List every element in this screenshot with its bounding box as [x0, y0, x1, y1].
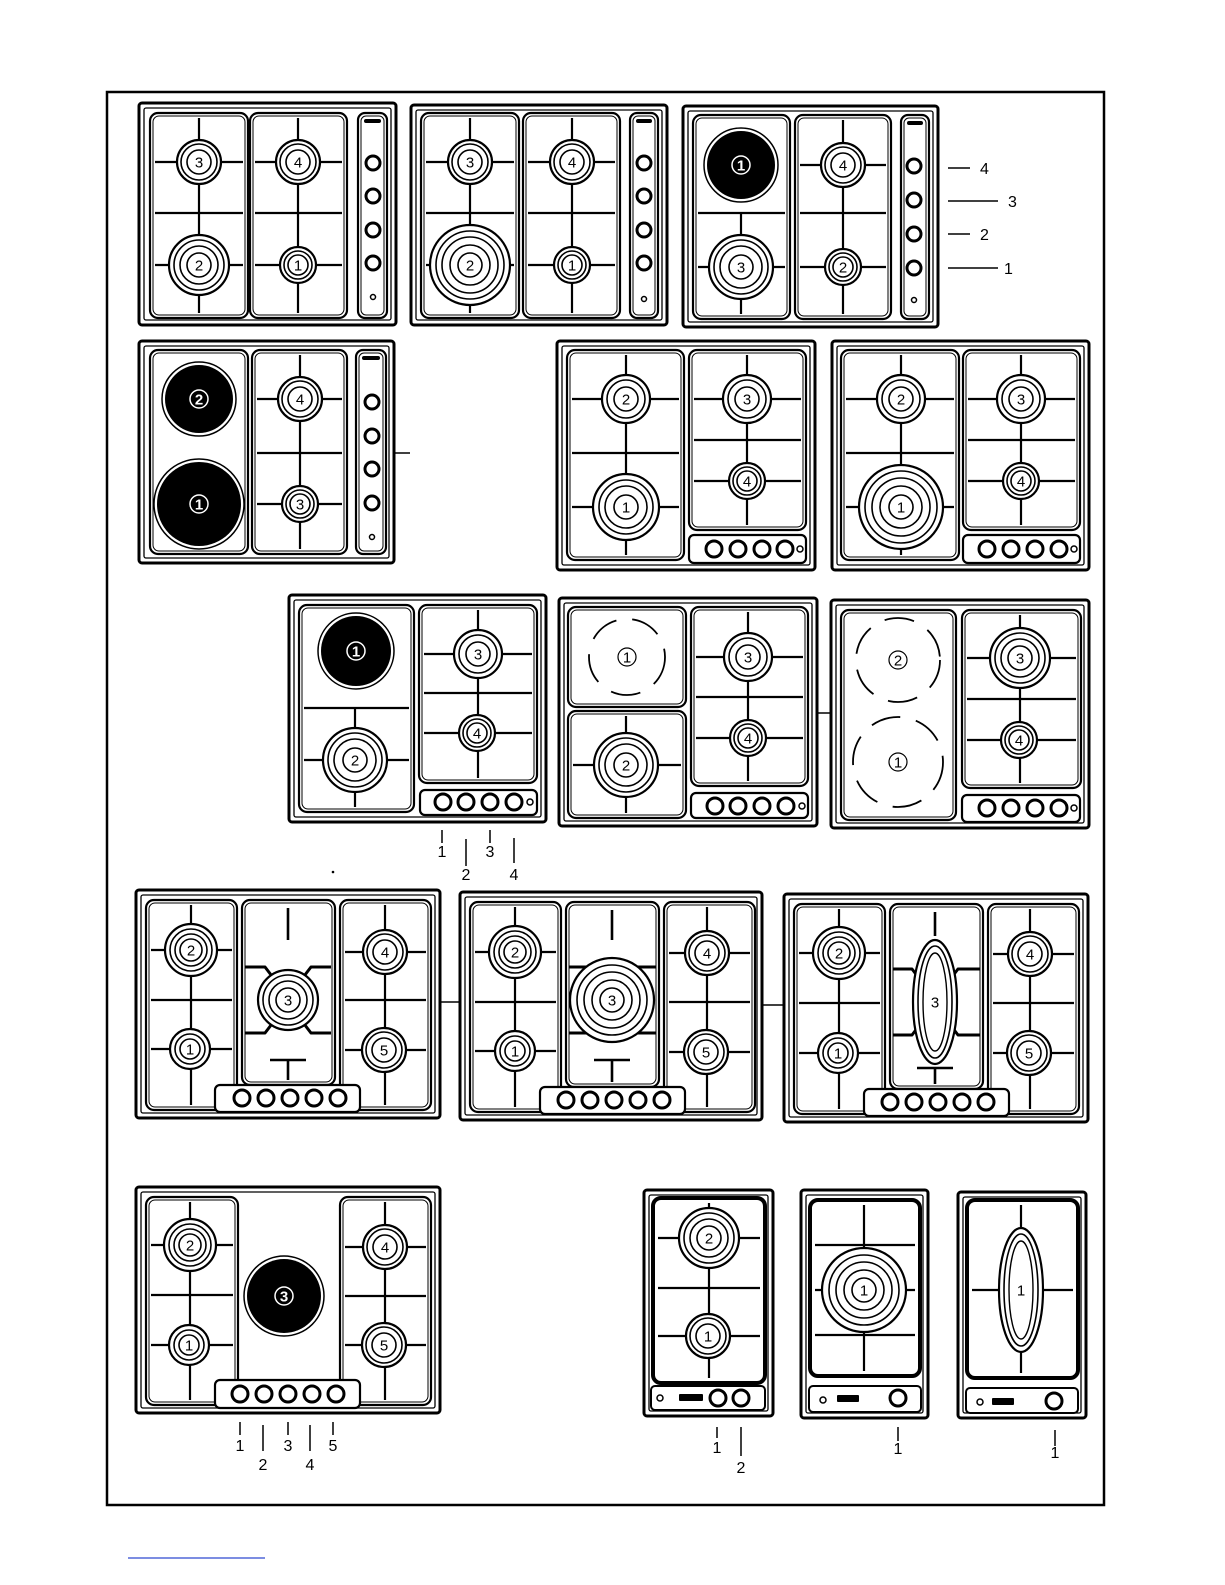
hob-layout — [460, 892, 784, 1120]
indicator-slot — [837, 1395, 859, 1402]
control-number-label: 1 — [1004, 260, 1013, 278]
control-knob-icon — [637, 223, 651, 237]
burner-number: 3 — [736, 259, 746, 277]
control-knob-icon — [637, 256, 651, 270]
gas-burner-icon — [1008, 932, 1052, 976]
gas-burner-icon — [825, 249, 861, 285]
burner-number: 3 — [194, 154, 204, 172]
hob-layout — [958, 1192, 1086, 1462]
burner-number: 4 — [295, 391, 305, 409]
control-number-label: 1 — [1050, 1445, 1060, 1462]
gas-burner-icon — [594, 733, 658, 797]
control-knob-icon — [882, 1094, 898, 1110]
stray-dot — [332, 871, 335, 874]
gas-burner-icon — [1007, 1031, 1051, 1075]
burner-number: 1 — [194, 496, 204, 514]
control-knob-icon — [582, 1092, 598, 1108]
hotplate-icon — [244, 1256, 324, 1336]
burner-number: 2 — [621, 391, 631, 409]
gas-burner-icon — [990, 628, 1050, 688]
control-number-label: 2 — [736, 1460, 746, 1477]
control-knob-icon — [1051, 800, 1067, 816]
front-control-panel — [966, 1388, 1078, 1413]
oval-burner-icon — [999, 1228, 1043, 1352]
indicator-slot — [679, 1394, 703, 1401]
burner-number: 4 — [1025, 946, 1035, 964]
indicator-slot — [907, 121, 923, 125]
control-number-label: 1 — [235, 1438, 245, 1455]
front-control-panel — [962, 795, 1080, 822]
burner-number: 2 — [621, 757, 631, 775]
control-knob-icon — [330, 1090, 346, 1106]
control-knob-icon — [558, 1092, 574, 1108]
burner-number: 1 — [736, 157, 746, 175]
control-knob-icon — [304, 1386, 320, 1402]
control-number-label: 2 — [258, 1457, 268, 1474]
gas-burner-icon — [363, 1225, 407, 1269]
burner-number: 4 — [838, 157, 848, 175]
hob-layout — [411, 105, 667, 325]
burner-number: 3 — [1015, 650, 1025, 668]
gas-burner-icon — [818, 1033, 858, 1073]
gas-burner-icon — [997, 375, 1045, 423]
burner-number: 2 — [194, 391, 204, 409]
burner-number: 1 — [184, 1337, 194, 1355]
control-number-label: 2 — [461, 867, 471, 884]
burner-number: 3 — [295, 496, 305, 514]
small-button-icon — [642, 297, 647, 302]
control-number-label: 4 — [980, 160, 989, 178]
control-knob-icon — [435, 794, 451, 810]
gas-burner-icon — [169, 235, 229, 295]
gas-burner-icon — [362, 1028, 406, 1072]
control-number-label: 2 — [980, 226, 989, 244]
control-number-label: 3 — [283, 1438, 293, 1455]
gas-burner-icon — [323, 728, 387, 792]
burner-number: 1 — [703, 1328, 713, 1346]
gas-burner-icon — [362, 1323, 406, 1367]
gas-burner-icon — [724, 633, 772, 681]
burner-number: 4 — [380, 944, 390, 962]
control-knob-icon — [280, 1386, 296, 1402]
hob-layout — [559, 598, 832, 826]
burner-number: 2 — [896, 391, 906, 409]
gas-burner-icon — [276, 140, 320, 184]
burner-number: 1 — [1016, 1282, 1026, 1300]
burner-number: 2 — [510, 944, 520, 962]
control-knob-icon — [907, 261, 921, 275]
small-button-icon — [371, 295, 376, 300]
gas-burner-icon — [1001, 722, 1037, 758]
burner-number: 2 — [350, 752, 360, 770]
burner-number: 4 — [567, 154, 577, 172]
control-knob-icon — [366, 189, 380, 203]
control-knob-icon — [366, 156, 380, 170]
control-knob-icon — [907, 193, 921, 207]
hob-layout — [831, 600, 1089, 828]
gas-burner-icon — [684, 1030, 728, 1074]
side-control-panel — [901, 115, 929, 319]
control-knob-icon — [1003, 800, 1019, 816]
gas-burner-icon — [495, 1031, 535, 1071]
front-control-panel — [963, 535, 1080, 563]
front-control-panel — [420, 790, 537, 815]
gas-burner-icon — [729, 463, 765, 499]
gas-burner-icon — [170, 1029, 210, 1069]
front-control-panel — [651, 1386, 765, 1410]
control-knob-icon — [282, 1090, 298, 1106]
burner-number: 1 — [510, 1043, 520, 1061]
burner-number: 3 — [279, 1288, 289, 1306]
control-knob-icon — [328, 1386, 344, 1402]
gas-burner-icon — [730, 720, 766, 756]
control-knob-icon — [256, 1386, 272, 1402]
hob-layout — [139, 341, 410, 563]
hob-layout — [832, 341, 1089, 570]
control-knob-icon — [907, 159, 921, 173]
burner-number: 3 — [1016, 391, 1026, 409]
control-knob-icon — [258, 1090, 274, 1106]
control-knob-icon — [930, 1094, 946, 1110]
side-control-panel — [358, 113, 387, 318]
indicator-slot — [992, 1398, 1014, 1405]
burner-number: 5 — [379, 1042, 389, 1060]
control-knob-icon — [606, 1092, 622, 1108]
burner-number: 5 — [701, 1044, 711, 1062]
gas-burner-icon — [709, 235, 773, 299]
control-knob-icon — [506, 794, 522, 810]
hotplate-icon — [154, 459, 244, 549]
small-button-icon — [820, 1397, 826, 1403]
control-knob-icon — [777, 541, 793, 557]
gas-burner-icon — [459, 715, 495, 751]
hob-layout — [683, 106, 1017, 327]
small-button-icon — [797, 546, 803, 552]
gas-burner-icon — [164, 1219, 216, 1271]
hob-layout — [136, 890, 460, 1118]
gas-burner-icon — [489, 926, 541, 978]
gas-burner-icon — [685, 931, 729, 975]
burner-number: 2 — [834, 945, 844, 963]
gas-burner-icon — [554, 247, 590, 283]
gas-burner-icon — [278, 377, 322, 421]
burner-number: 1 — [833, 1045, 843, 1063]
control-knob-icon — [730, 541, 746, 557]
burner-number: 4 — [293, 154, 303, 172]
gas-burner-icon — [1003, 463, 1039, 499]
gas-burner-icon — [430, 225, 510, 305]
gas-burner-icon — [448, 140, 492, 184]
control-knob-icon — [1051, 541, 1067, 557]
burner-number: 5 — [379, 1337, 389, 1355]
control-knob-icon — [979, 541, 995, 557]
hob-outer-frame — [831, 600, 1089, 828]
control-knob-icon — [654, 1092, 670, 1108]
front-control-panel — [689, 535, 806, 563]
side-control-panel — [356, 350, 386, 554]
control-knob-icon — [366, 223, 380, 237]
control-knob-icon — [458, 794, 474, 810]
control-knob-icon — [730, 798, 746, 814]
control-knob-icon — [306, 1090, 322, 1106]
control-knob-icon — [979, 800, 995, 816]
small-button-icon — [527, 799, 533, 805]
control-panel-frame — [630, 113, 658, 318]
burner-number: 1 — [622, 649, 632, 667]
small-button-icon — [370, 535, 375, 540]
control-knob-icon — [232, 1386, 248, 1402]
control-panel-frame — [358, 113, 387, 318]
burner-number: 2 — [194, 257, 204, 275]
burner-number: 4 — [743, 730, 753, 748]
control-knob-icon — [890, 1390, 906, 1406]
control-knob-icon — [733, 1390, 749, 1406]
small-button-icon — [657, 1395, 663, 1401]
burner-number: 3 — [465, 154, 475, 172]
small-button-icon — [977, 1399, 983, 1405]
burner-number: 2 — [185, 1237, 195, 1255]
burner-number: 2 — [838, 259, 848, 277]
gas-burner-icon — [363, 930, 407, 974]
hob-layout — [644, 1190, 773, 1477]
control-knob-icon — [365, 429, 379, 443]
front-control-panel — [864, 1089, 1009, 1116]
burner-number: 2 — [465, 257, 475, 275]
control-knob-icon — [365, 496, 379, 510]
control-knob-icon — [1027, 541, 1043, 557]
control-knob-icon — [754, 541, 770, 557]
control-knob-icon — [906, 1094, 922, 1110]
gas-burner-icon — [280, 247, 316, 283]
burner-number: 3 — [743, 649, 753, 667]
side-control-panel — [630, 113, 658, 318]
burner-number: 4 — [472, 725, 482, 743]
burner-number: 3 — [283, 992, 293, 1010]
hob-layout — [557, 341, 815, 570]
burner-number: 3 — [473, 646, 483, 664]
gas-burner-icon — [859, 465, 943, 549]
oval-burner-icon — [913, 940, 957, 1064]
hotplate-icon — [704, 128, 778, 202]
gas-burner-icon — [877, 375, 925, 423]
burner-number: 3 — [607, 992, 617, 1010]
control-number-label: 1 — [712, 1440, 722, 1457]
control-knob-icon — [482, 794, 498, 810]
control-knob-icon — [637, 156, 651, 170]
gas-burner-icon — [258, 970, 318, 1030]
indicator-slot — [362, 356, 380, 360]
control-knob-icon — [954, 1094, 970, 1110]
burner-number: 2 — [704, 1230, 714, 1248]
gas-burner-icon — [602, 375, 650, 423]
burner-number: 4 — [742, 473, 752, 491]
front-control-panel — [691, 793, 808, 818]
gas-burner-icon — [454, 630, 502, 678]
control-knob-icon — [978, 1094, 994, 1110]
indicator-slot — [364, 119, 381, 123]
control-knob-icon — [907, 227, 921, 241]
gas-burner-icon — [679, 1208, 739, 1268]
burner-number: 3 — [930, 994, 940, 1012]
burner-number: 1 — [859, 1282, 869, 1300]
gas-burner-icon — [723, 375, 771, 423]
hob-layout — [784, 894, 1088, 1122]
gas-burner-icon — [822, 1248, 906, 1332]
gas-burner-icon — [177, 140, 221, 184]
burner-number: 1 — [893, 754, 903, 772]
hob-layout — [289, 595, 546, 884]
gas-burner-icon — [593, 474, 659, 540]
front-control-panel — [215, 1380, 360, 1408]
small-button-icon — [799, 803, 805, 809]
small-button-icon — [912, 298, 917, 303]
control-knob-icon — [637, 189, 651, 203]
control-number-label: 5 — [328, 1438, 338, 1455]
burner-number: 1 — [351, 643, 361, 661]
control-number-label: 1 — [437, 844, 447, 861]
control-knob-icon — [706, 541, 722, 557]
control-knob-icon — [365, 395, 379, 409]
burner-number: 2 — [893, 652, 903, 670]
control-knob-icon — [754, 798, 770, 814]
burner-number: 5 — [1024, 1045, 1034, 1063]
control-knob-icon — [707, 798, 723, 814]
control-knob-icon — [1046, 1393, 1062, 1409]
control-number-label: 1 — [893, 1441, 903, 1458]
front-control-panel — [215, 1085, 360, 1112]
gas-burner-icon — [821, 143, 865, 187]
burner-number: 1 — [567, 257, 577, 275]
small-button-icon — [1071, 546, 1077, 552]
burner-number: 1 — [293, 257, 303, 275]
burner-number: 2 — [186, 942, 196, 960]
control-knob-icon — [630, 1092, 646, 1108]
control-number-label: 3 — [1008, 193, 1017, 211]
control-knob-icon — [1027, 800, 1043, 816]
control-knob-icon — [1003, 541, 1019, 557]
control-knob-icon — [234, 1090, 250, 1106]
indicator-slot — [636, 119, 652, 123]
control-knob-icon — [366, 256, 380, 270]
burner-number: 4 — [1016, 473, 1026, 491]
hob-layout — [801, 1190, 928, 1458]
control-number-label: 4 — [305, 1457, 315, 1474]
burner-number: 1 — [896, 499, 906, 517]
burner-number: 3 — [742, 391, 752, 409]
control-knob-icon — [710, 1390, 726, 1406]
control-panel-frame — [356, 350, 386, 554]
control-number-label: 4 — [509, 867, 519, 884]
burner-number: 1 — [185, 1041, 195, 1059]
hotplate-icon — [162, 362, 236, 436]
hob-layout — [139, 103, 396, 325]
gas-burner-icon — [550, 140, 594, 184]
front-control-panel — [540, 1087, 685, 1114]
gas-burner-icon — [570, 958, 654, 1042]
gas-burner-icon — [282, 486, 318, 522]
gas-burner-icon — [165, 924, 217, 976]
burner-number: 4 — [380, 1239, 390, 1257]
burner-number: 4 — [1014, 732, 1024, 750]
burner-number: 4 — [702, 945, 712, 963]
hob-layout — [136, 1187, 440, 1474]
hotplate-icon — [318, 613, 394, 689]
control-knob-icon — [778, 798, 794, 814]
gas-burner-icon — [169, 1325, 209, 1365]
front-control-panel — [809, 1386, 921, 1412]
burner-number: 1 — [621, 499, 631, 517]
control-knob-icon — [365, 462, 379, 476]
control-number-label: 3 — [485, 844, 495, 861]
gas-burner-icon — [813, 927, 865, 979]
small-button-icon — [1071, 805, 1077, 811]
control-panel-frame — [901, 115, 929, 319]
gas-burner-icon — [686, 1314, 730, 1358]
